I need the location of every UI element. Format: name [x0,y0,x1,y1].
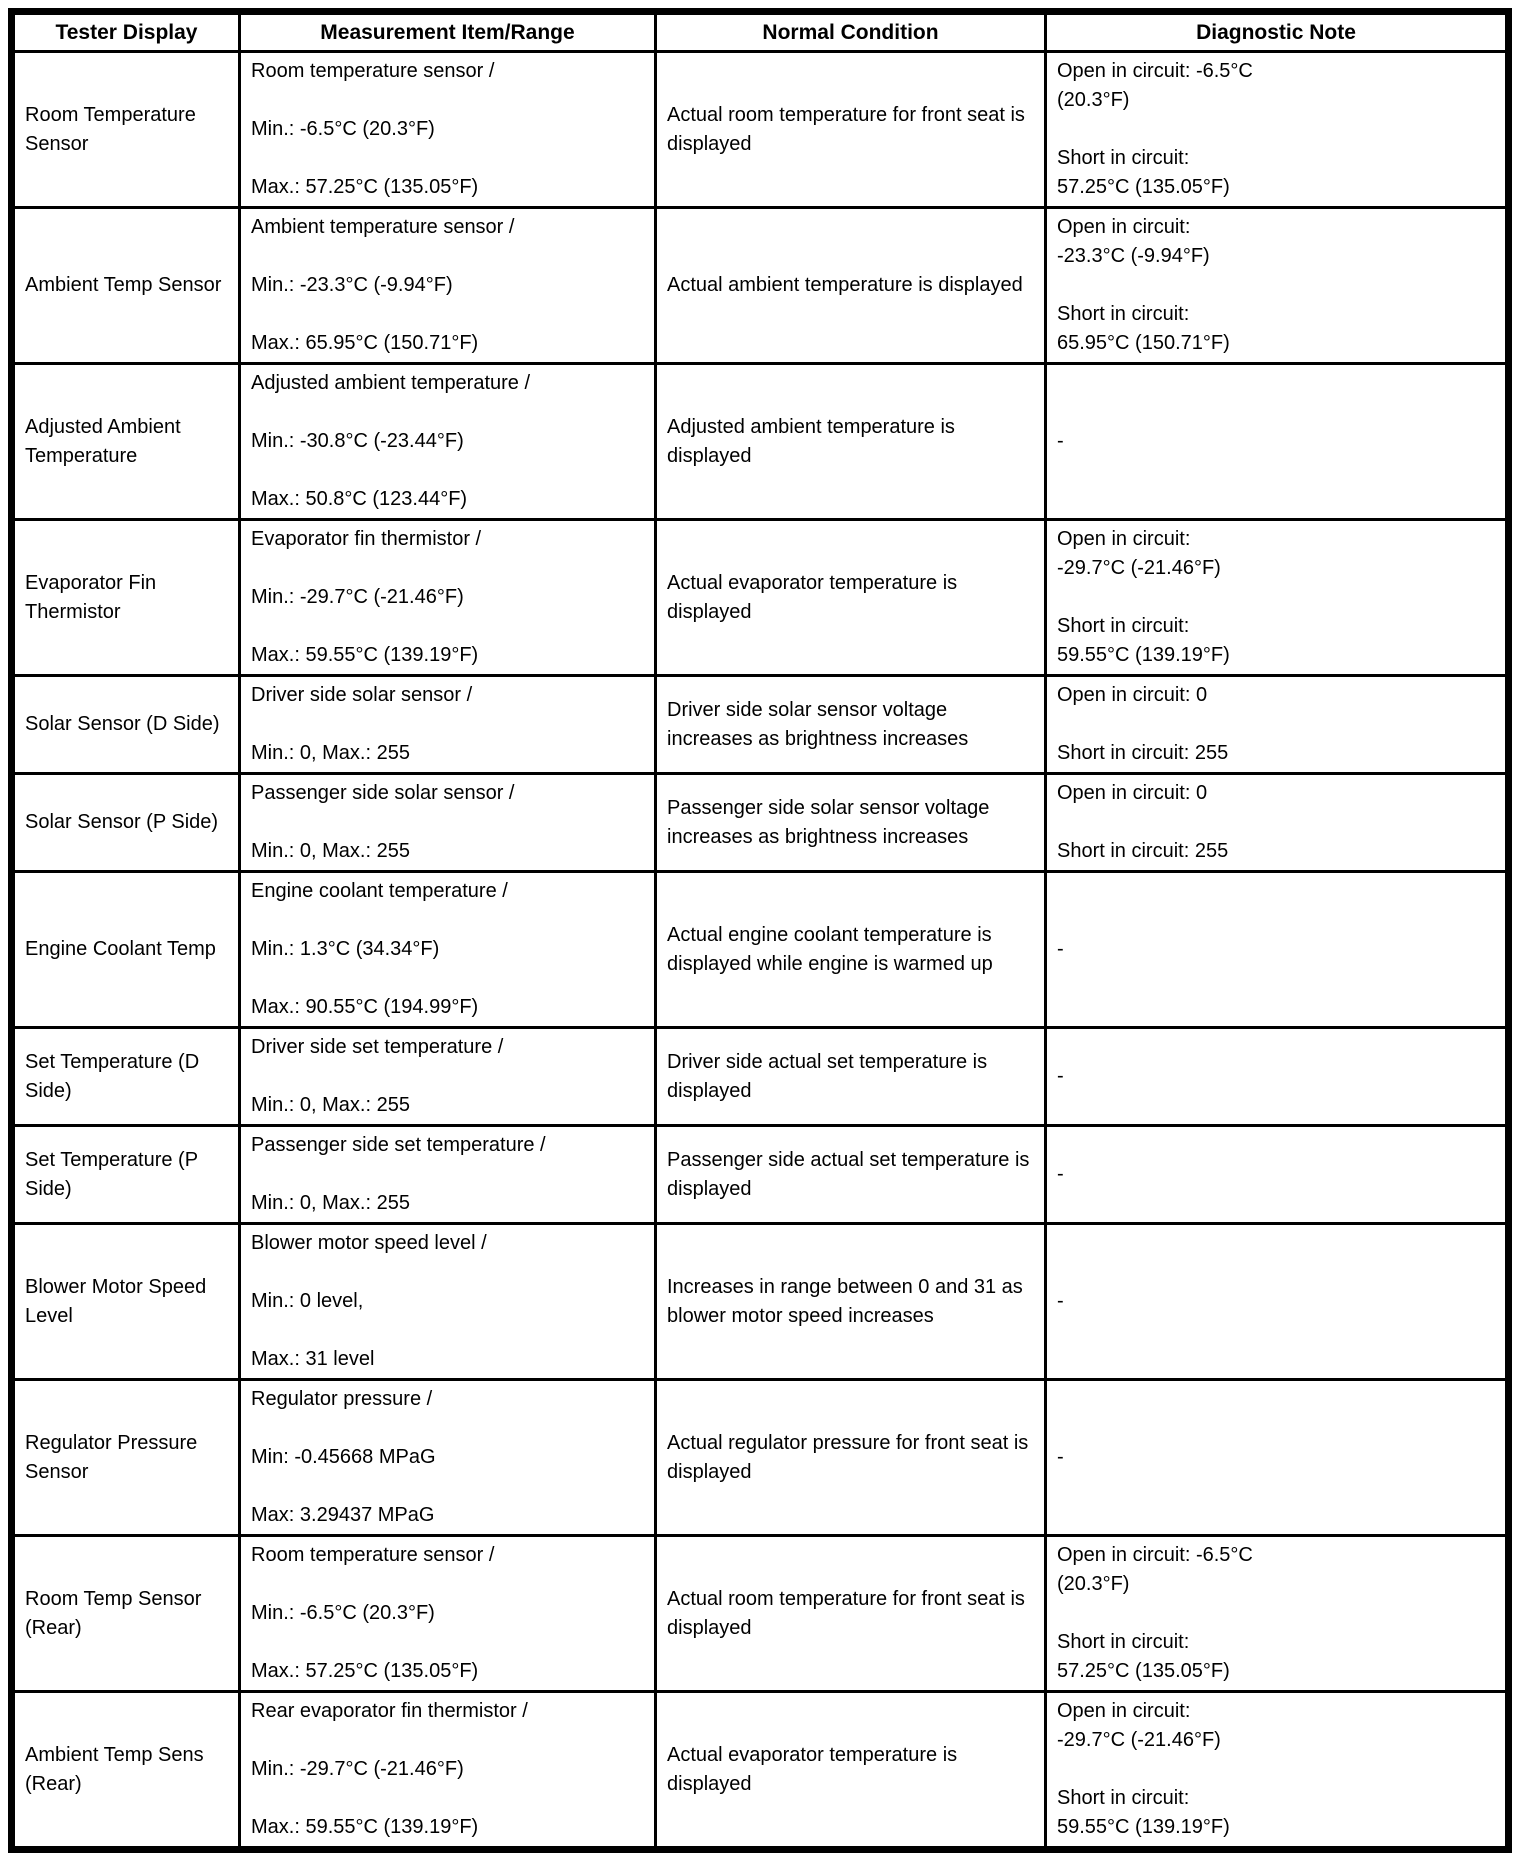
cell-paragraph [251,877,644,906]
cell-line: displayed [667,600,752,623]
cell-line: (Rear) [25,1772,82,1795]
cell-line: displayed [667,132,752,155]
cell-line: Driver side solar sensor voltage [667,698,948,721]
tester-display-cell [12,1224,240,1380]
cell-paragraph [251,329,644,358]
header-normal-condition: Normal Condition [656,12,1046,52]
cell-paragraph [251,1697,644,1726]
cell-paragraph [251,1385,644,1414]
diagnostic-note-cell [1046,1692,1509,1850]
cell-line: Max.: 57.25°C (135.05°F) [251,176,479,198]
cell-line: Ambient Temp Sens [25,1743,204,1766]
cell-paragraph [667,569,1034,627]
cell-line: Max.: 31 level [251,1348,375,1370]
cell-line: Ambient temperature sensor / [251,216,515,238]
cell-paragraph [1057,525,1495,583]
tester-display-cell [12,1536,240,1692]
cell-line: Max: 3.29437 MPaG [251,1504,435,1526]
cell-paragraph [251,369,644,398]
cell-line: Min.: 0, Max.: 255 [251,840,410,862]
cell-line: 59.55°C (139.19°F) [1057,1816,1230,1838]
cell-paragraph [1057,427,1495,456]
tester-display-cell [12,1380,240,1536]
diagnostic-note-cell [1046,1536,1509,1692]
cell-line: Max.: 65.95°C (150.71°F) [251,332,479,354]
cell-line: -29.7°C (-21.46°F) [1057,557,1221,579]
cell-paragraph [251,1345,644,1374]
cell-line: Short in circuit: 255 [1057,742,1229,764]
cell-line: displayed [667,1177,752,1200]
cell-line: Min.: 0, Max.: 255 [251,1192,410,1214]
tester-display-cell [12,1028,240,1126]
cell-paragraph [1057,1443,1495,1472]
cell-line: Open in circuit: [1057,528,1191,550]
table-row [12,1380,1509,1536]
cell-line: Engine coolant temperature / [251,880,508,902]
cell-line: Driver side actual set temperature is [667,1050,988,1073]
table-row [12,1224,1509,1380]
cell-line: Thermistor [25,600,121,623]
diagnostic-note-cell [1046,676,1509,774]
cell-line: - [1057,938,1064,960]
normal-condition-cell [656,1536,1046,1692]
cell-line: Max.: 59.55°C (139.19°F) [251,1816,479,1838]
cell-paragraph [251,427,644,456]
cell-paragraph [1057,57,1495,115]
cell-line: - [1057,430,1064,452]
cell-line: Ambient Temp Sensor [25,274,222,296]
cell-line: Open in circuit: 0 [1057,782,1208,804]
cell-paragraph [25,710,228,739]
cell-line: Max.: 50.8°C (123.44°F) [251,488,468,510]
cell-paragraph [25,1429,228,1487]
cell-paragraph [667,1146,1034,1204]
cell-line: displayed [667,1460,752,1483]
cell-paragraph [251,739,644,768]
cell-line: 65.95°C (150.71°F) [1057,332,1230,354]
cell-line: Actual evaporator temperature is [667,571,958,594]
cell-line: Actual regulator pressure for front seat is [667,1431,1029,1454]
tester-display-cell [12,208,240,364]
table-row [12,676,1509,774]
measurement-cell [240,676,656,774]
tester-display-cell [12,774,240,872]
cell-line: Sensor [25,132,89,155]
cell-paragraph [1057,1697,1495,1755]
cell-paragraph [1057,144,1495,202]
header-diagnostic-note: Diagnostic Note [1046,12,1509,52]
tester-data-table [8,8,1512,1853]
cell-line: Short in circuit: [1057,1631,1190,1653]
normal-condition-cell [656,1224,1046,1380]
table-row [12,364,1509,520]
cell-line: Passenger side solar sensor voltage [667,796,990,819]
cell-line: Adjusted ambient temperature is [667,415,955,438]
cell-paragraph [251,525,644,554]
cell-paragraph [25,935,228,964]
cell-line: Max.: 57.25°C (135.05°F) [251,1660,479,1682]
measurement-cell [240,1380,656,1536]
table-header [12,12,1509,52]
cell-line: Solar Sensor (D Side) [25,713,220,735]
cell-paragraph [667,1741,1034,1799]
normal-condition-cell [656,1692,1046,1850]
cell-paragraph [251,485,644,514]
cell-line: Short in circuit: [1057,303,1190,325]
cell-line: Open in circuit: -6.5°C [1057,1544,1253,1566]
measurement-cell [240,1692,656,1850]
cell-paragraph [251,1189,644,1218]
diagnostic-note-cell [1046,208,1509,364]
cell-line: Side) [25,1177,72,1200]
cell-line: 57.25°C (135.05°F) [1057,176,1230,198]
cell-line: Passenger side solar sensor / [251,782,515,804]
cell-line: Min: -0.45668 MPaG [251,1446,436,1468]
cell-line: Short in circuit: [1057,147,1190,169]
cell-line: Increases in range between 0 and 31 as [667,1275,1023,1298]
cell-line: Min.: -6.5°C (20.3°F) [251,1602,435,1624]
cell-line: Room Temp Sensor [25,1587,202,1610]
diagnostic-note-cell [1046,1028,1509,1126]
cell-paragraph [667,1429,1034,1487]
tester-display-cell [12,872,240,1028]
tester-display-cell [12,520,240,676]
measurement-cell [240,52,656,208]
cell-paragraph [25,271,228,300]
normal-condition-cell [656,1028,1046,1126]
cell-line: displayed [667,1079,752,1102]
cell-paragraph [1057,1160,1495,1189]
cell-line: Blower motor speed level / [251,1232,487,1254]
cell-line: Open in circuit: -6.5°C [1057,60,1253,82]
cell-line: Passenger side actual set temperature is [667,1148,1030,1171]
cell-line: Blower Motor Speed [25,1275,207,1298]
cell-paragraph [1057,837,1495,866]
diagnostic-note-cell [1046,1224,1509,1380]
cell-paragraph [251,1287,644,1316]
table-row [12,1028,1509,1126]
cell-line: Evaporator Fin [25,571,157,594]
cell-line: Min.: -29.7°C (-21.46°F) [251,586,464,608]
cell-paragraph [251,213,644,242]
cell-paragraph [25,1585,228,1643]
cell-paragraph [667,101,1034,159]
measurement-cell [240,1224,656,1380]
cell-paragraph [251,583,644,612]
diagnostic-note-cell [1046,52,1509,208]
cell-line: displayed [667,1772,752,1795]
cell-line: Short in circuit: [1057,615,1190,637]
cell-line: displayed while engine is warmed up [667,952,993,975]
cell-line: Min.: 0, Max.: 255 [251,742,410,764]
measurement-cell [240,872,656,1028]
cell-line: Min.: 0, Max.: 255 [251,1094,410,1116]
table-row [12,208,1509,364]
cell-paragraph [251,935,644,964]
cell-paragraph [1057,612,1495,670]
normal-condition-cell [656,1380,1046,1536]
cell-paragraph [667,1273,1034,1331]
measurement-cell [240,364,656,520]
cell-paragraph [1057,1628,1495,1686]
header-measurement-item-range: Measurement Item/Range [240,12,656,52]
cell-paragraph [1057,779,1495,808]
cell-paragraph [251,1033,644,1062]
cell-paragraph [25,1273,228,1331]
measurement-cell [240,1028,656,1126]
cell-line: displayed [667,444,752,467]
table-row [12,52,1509,208]
cell-line: Sensor [25,1460,89,1483]
header-tester-display: Tester Display [12,12,240,52]
cell-paragraph [251,1131,644,1160]
cell-paragraph [1057,1541,1495,1599]
cell-paragraph [251,271,644,300]
header-row [12,12,1509,52]
cell-line: Rear evaporator fin thermistor / [251,1700,528,1722]
normal-condition-cell [656,364,1046,520]
cell-paragraph [1057,739,1495,768]
cell-line: - [1057,1065,1064,1087]
cell-paragraph [667,1585,1034,1643]
measurement-cell [240,1536,656,1692]
cell-paragraph [667,271,1034,300]
cell-paragraph [251,1813,644,1842]
cell-paragraph [667,1048,1034,1106]
cell-line: Room Temperature [25,103,196,126]
cell-paragraph [251,1501,644,1530]
table-row [12,1692,1509,1850]
cell-line: - [1057,1163,1064,1185]
cell-line: Min.: -23.3°C (-9.94°F) [251,274,453,296]
cell-line: Side) [25,1079,72,1102]
cell-line: Driver side set temperature / [251,1036,504,1058]
table-row [12,872,1509,1028]
cell-line: -29.7°C (-21.46°F) [1057,1729,1221,1751]
diagnostic-note-cell [1046,774,1509,872]
cell-line: 57.25°C (135.05°F) [1057,1660,1230,1682]
cell-paragraph [251,641,644,670]
cell-line: Room temperature sensor / [251,1544,495,1566]
cell-line: Actual room temperature for front seat is [667,1587,1025,1610]
table-row [12,520,1509,676]
cell-line: blower motor speed increases [667,1304,934,1327]
tester-display-cell [12,1692,240,1850]
cell-paragraph [1057,1784,1495,1842]
measurement-cell [240,1126,656,1224]
cell-line: Level [25,1304,73,1327]
cell-line: (20.3°F) [1057,1573,1130,1595]
cell-paragraph [251,1599,644,1628]
cell-line: Short in circuit: [1057,1787,1190,1809]
cell-paragraph [251,57,644,86]
cell-paragraph [251,1443,644,1472]
cell-line: -23.3°C (-9.94°F) [1057,245,1210,267]
cell-paragraph [667,794,1034,852]
cell-line: Regulator pressure / [251,1388,433,1410]
tester-display-cell [12,1126,240,1224]
cell-paragraph [25,808,228,837]
tester-display-cell [12,676,240,774]
cell-paragraph [251,681,644,710]
cell-paragraph [251,1755,644,1784]
cell-line: 59.55°C (139.19°F) [1057,644,1230,666]
cell-paragraph [25,101,228,159]
cell-line: Open in circuit: [1057,216,1191,238]
cell-line: Room temperature sensor / [251,60,495,82]
cell-paragraph [25,569,228,627]
cell-paragraph [251,1229,644,1258]
normal-condition-cell [656,872,1046,1028]
cell-line: Temperature [25,444,138,467]
normal-condition-cell [656,520,1046,676]
normal-condition-cell [656,774,1046,872]
table-row [12,774,1509,872]
cell-paragraph [1057,1287,1495,1316]
cell-line: Actual ambient temperature is displayed [667,274,1023,296]
cell-line: Solar Sensor (P Side) [25,811,219,833]
table-row [12,1536,1509,1692]
cell-paragraph [667,413,1034,471]
cell-paragraph [25,1048,228,1106]
cell-paragraph [25,1146,228,1204]
cell-line: displayed [667,1616,752,1639]
normal-condition-cell [656,676,1046,774]
cell-line: Max.: 59.55°C (139.19°F) [251,644,479,666]
table-row [12,1126,1509,1224]
cell-line: Engine Coolant Temp [25,938,216,960]
cell-line: - [1057,1446,1064,1468]
diagnostic-note-cell [1046,1126,1509,1224]
cell-line: Adjusted Ambient [25,415,181,438]
tester-display-cell [12,364,240,520]
cell-line: Actual room temperature for front seat is [667,103,1025,126]
measurement-cell [240,774,656,872]
cell-paragraph [251,779,644,808]
cell-line: Passenger side set temperature / [251,1134,546,1156]
cell-paragraph [251,1091,644,1120]
cell-paragraph [25,1741,228,1799]
diagnostic-note-cell [1046,872,1509,1028]
cell-paragraph [251,993,644,1022]
cell-paragraph [1057,1062,1495,1091]
diagnostic-note-cell [1046,364,1509,520]
cell-paragraph [251,1657,644,1686]
cell-line: (Rear) [25,1616,82,1639]
normal-condition-cell [656,1126,1046,1224]
cell-line: Driver side solar sensor / [251,684,473,706]
cell-line: (20.3°F) [1057,89,1130,111]
cell-paragraph [251,1541,644,1570]
cell-line: Open in circuit: 0 [1057,684,1208,706]
cell-line: increases as brightness increases [667,727,969,750]
cell-paragraph [667,696,1034,754]
cell-paragraph [1057,935,1495,964]
table-body [12,52,1509,1850]
cell-paragraph [1057,300,1495,358]
cell-line: Evaporator fin thermistor / [251,528,482,550]
diagnostic-note-cell [1046,1380,1509,1536]
measurement-cell [240,208,656,364]
cell-line: Min.: 1.3°C (34.34°F) [251,938,440,960]
cell-paragraph [1057,213,1495,271]
cell-line: Min.: -30.8°C (-23.44°F) [251,430,464,452]
cell-line: Open in circuit: [1057,1700,1191,1722]
cell-line: Min.: -6.5°C (20.3°F) [251,118,435,140]
cell-line: Min.: -29.7°C (-21.46°F) [251,1758,464,1780]
cell-paragraph [251,115,644,144]
cell-paragraph [667,921,1034,979]
cell-line: increases as brightness increases [667,825,969,848]
cell-line: Min.: 0 level, [251,1290,364,1312]
normal-condition-cell [656,208,1046,364]
cell-line: Set Temperature (P [25,1148,199,1171]
cell-line: Regulator Pressure [25,1431,198,1454]
cell-line: Actual engine coolant temperature is [667,923,992,946]
cell-line: Adjusted ambient temperature / [251,372,531,394]
cell-line: Max.: 90.55°C (194.99°F) [251,996,479,1018]
cell-line: Short in circuit: 255 [1057,840,1229,862]
cell-paragraph [1057,681,1495,710]
cell-line: Actual evaporator temperature is [667,1743,958,1766]
cell-paragraph [25,413,228,471]
diagnostic-note-cell [1046,520,1509,676]
normal-condition-cell [656,52,1046,208]
cell-line: - [1057,1290,1064,1312]
tester-display-cell [12,52,240,208]
measurement-cell [240,520,656,676]
cell-paragraph [251,173,644,202]
cell-line: Set Temperature (D [25,1050,200,1073]
cell-paragraph [251,837,644,866]
